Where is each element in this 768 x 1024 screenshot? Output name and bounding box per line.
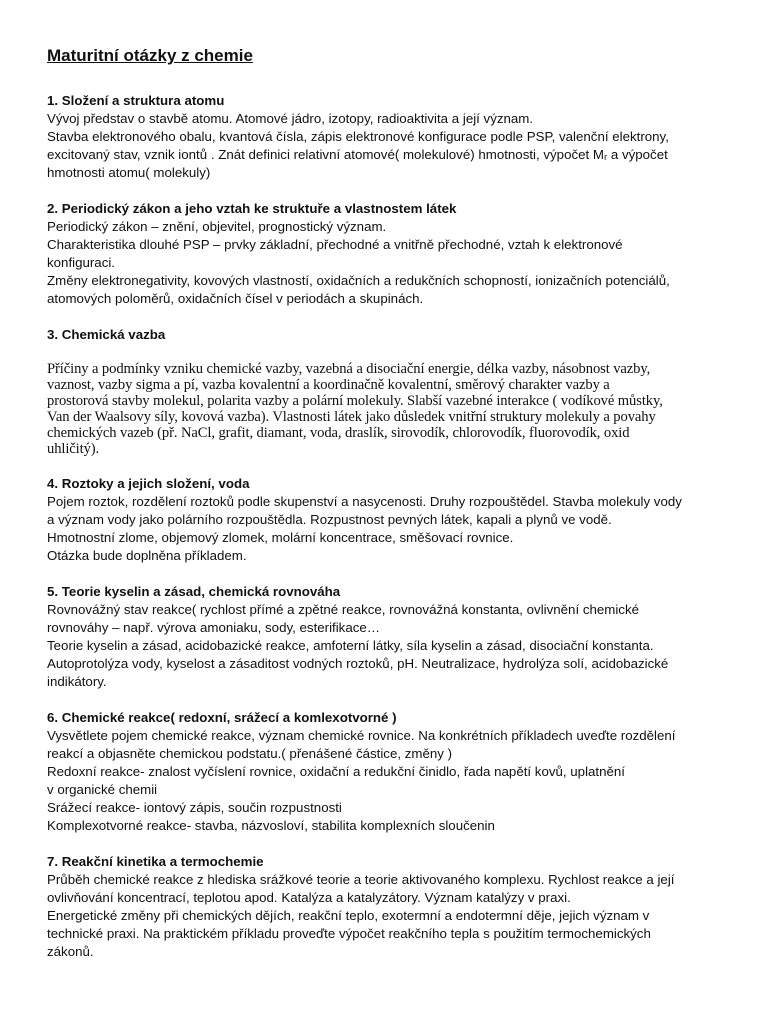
- section-4-solutions-water: [47, 475, 727, 565]
- text-line: rovnováhy – např. výrova amoniaku, sody, esterifikace…: [47, 620, 381, 636]
- section-heading: 7. Reakční kinetika a termochemie: [47, 854, 264, 870]
- text-line: Vysvětlete pojem chemické reakce, význam chemické rovnice. Na konkrétních příkladech uveďte rozdělení: [47, 728, 676, 744]
- section-7-kinetics-thermochemistry: [47, 853, 727, 961]
- section-heading: 6. Chemické reakce( redoxní, srážecí a komlexotvorné ): [47, 710, 397, 726]
- text-line: Autoprotolýza vody, kyselost a zásaditost vodných roztoků, pH. Neutralizace, hydrolýza solí, acidobazické: [47, 656, 669, 672]
- text-line: a význam vody jako polárního rozpouštědla. Rozpustnost pevných látek, kapali a plynů ve vodě.: [47, 512, 612, 528]
- text-line: Otázka bude doplněna příkladem.: [47, 548, 247, 564]
- text-line: Vývoj představ o stavbě atomu. Atomové jádro, izotopy, radioaktivita a její význam.: [47, 111, 534, 126]
- text-line: Teorie kyselin a zásad, acidobazické reakce, amfoterní látky, síla kyselin a zásad, disociační konstanta.: [47, 638, 654, 654]
- text-line: Energetické změny při chemických dějích, reakční teplo, exotermní a endotermní děje, jejich význam v: [47, 908, 650, 924]
- text-line: Redoxní reakce- znalost vyčíslení rovnice, oxidační a redukční činidlo, řada napětí kovů, uplatnění: [47, 764, 625, 780]
- text-line: ovlivňování koncentrací, teplotou apod. Katalýza a katalyzátory. Význam katalýzy v praxi.: [47, 890, 571, 906]
- text-line: Změny elektronegativity, kovových vlastností, oxidačních a redukčních schopností, ionizačních potenciálů,: [47, 273, 670, 288]
- text-line: Srážecí reakce- iontový zápis, součin rozpustnosti: [47, 800, 342, 816]
- text-line: uhličitý).: [47, 440, 100, 457]
- text-line: Charakteristika dlouhé PSP – prvky základní, přechodné a vnitřně přechodné, vztah k elektronové: [47, 237, 623, 252]
- document-title: Maturitní otázky z chemie: [47, 46, 253, 65]
- text-line: Stavba elektronového obalu, kvantová čísla, zápis elektronové konfigurace podle PSP, valenční elektrony,: [47, 129, 669, 144]
- text-line: konfiguraci.: [47, 255, 115, 270]
- section-6-chemical-reactions: [47, 709, 727, 835]
- text-line: Pojem roztok, rozdělení roztoků podle skupenství a nasycenosti. Druhy rozpouštědel. Stavba molekuly vody: [47, 494, 682, 510]
- text-line: zákonů.: [47, 944, 94, 960]
- text-line: excitovaný stav, vznik iontů . Znát definici relativní atomové( molekulové) hmotnosti, výpočet Mᵣ a výpočet: [47, 147, 668, 162]
- text-line: prostorová stavby molekul, polarita vazby a polární molekuly. Slabší vazebné interakce ( vodíkové můstky,: [47, 392, 663, 409]
- text-line: Van der Waalsovy síly, kovová vazba). Vlastnosti látek jako důsledek vnitřní struktury molekuly a povahy: [47, 408, 656, 425]
- text-line: hmotnosti atomu( molekuly): [47, 165, 211, 180]
- serif-paragraph: [47, 362, 727, 457]
- text-line: indikátory.: [47, 674, 107, 690]
- section-heading: 2. Periodický zákon a jeho vztah ke struktuře a vlastnostem látek: [47, 201, 457, 216]
- text-line: vaznost, vazby sigma a pí, vazba kovalentní a koordinačně kovalentní, směrový charakter vazby a: [47, 376, 610, 393]
- text-line: Periodický zákon – znění, objevitel, prognostický význam.: [47, 219, 387, 234]
- text-line: Hmotnostní zlome, objemový zlomek, molární koncentrace, směšovací rovnice.: [47, 530, 514, 546]
- section-3-chemical-bond: [47, 326, 727, 457]
- text-line: chemických vazeb (př. NaCl, grafit, diamant, voda, draslík, sirovodík, chlorovodík, fluorovodík, oxid: [47, 424, 630, 441]
- section-heading: 5. Teorie kyselin a zásad, chemická rovnováha: [47, 584, 341, 600]
- section-2-periodic-law: [47, 200, 727, 308]
- text-line: Komplexotvorné reakce- stavba, názvosloví, stabilita komplexních sloučenin: [47, 818, 495, 834]
- section-heading: 1. Složení a struktura atomu: [47, 93, 225, 108]
- text-line: Průběh chemické reakce z hlediska srážkové teorie a teorie aktivovaného komplexu. Rychlost reakce a její: [47, 872, 675, 888]
- section-heading: 3. Chemická vazba: [47, 327, 166, 342]
- text-line: technické praxi. Na praktickém příkladu proveďte výpočet reakčního tepla s použitím termochemických: [47, 926, 651, 942]
- section-heading: 4. Roztoky a jejich složení, voda: [47, 476, 250, 492]
- text-line: reakcí a objasněte chemickou podstatu.( přenášené částice, změny ): [47, 746, 453, 762]
- text-line: Příčiny a podmínky vzniku chemické vazby, vazebná a disociační energie, délka vazby, násobnost vazby,: [47, 361, 651, 377]
- section-1-atom-structure: [47, 92, 727, 182]
- section-5-acids-bases: [47, 583, 727, 691]
- text-line: Rovnovážný stav reakce( rychlost přímé a zpětné reakce, rovnovážná konstanta, ovlivnění chemické: [47, 602, 639, 618]
- document-page: [47, 44, 727, 979]
- text-line: v organické chemii: [47, 782, 158, 798]
- text-line: atomových poloměrů, oxidačních čísel v periodách a skupinách.: [47, 291, 424, 306]
